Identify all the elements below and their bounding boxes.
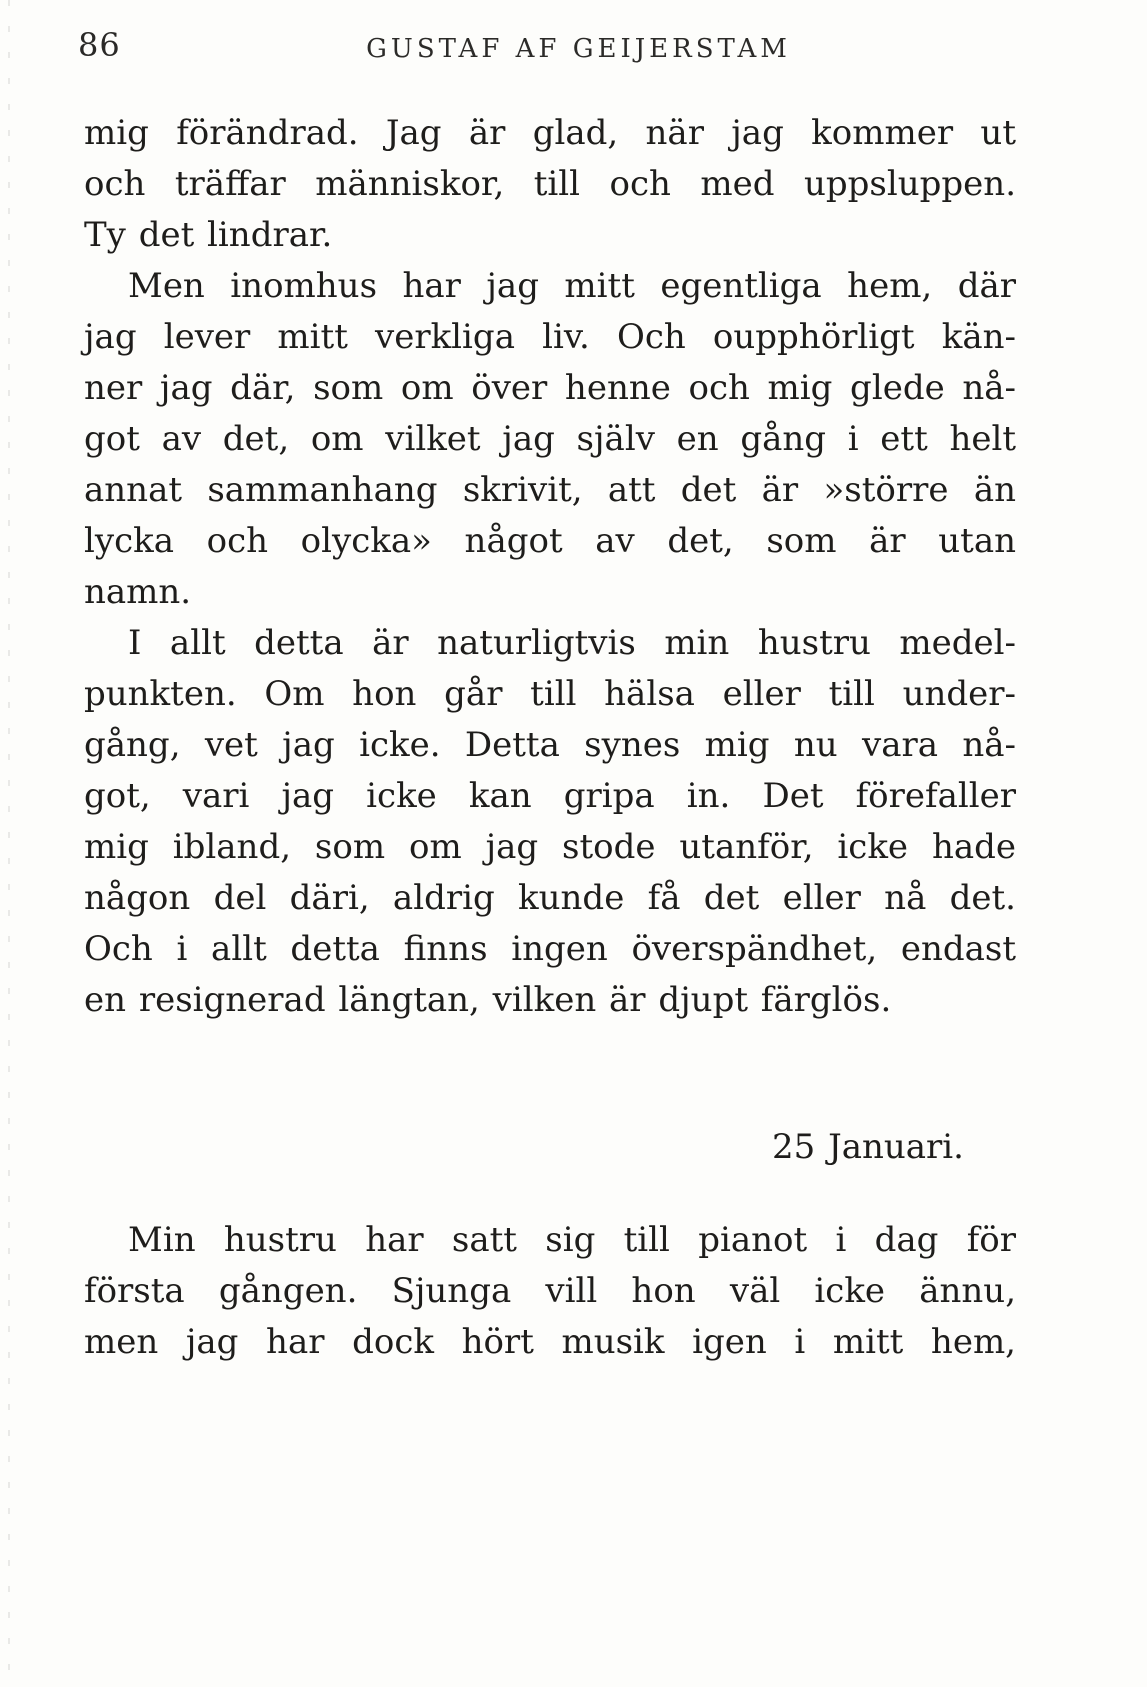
running-header [0, 0, 1147, 82]
text-line: någon del däri, aldrig kunde få det eller nå det. [84, 878, 1016, 918]
text-line: punkten. Om hon går till hälsa eller till under- [84, 674, 1016, 714]
text-line: I allt detta är naturligtvis min hustru medel- [128, 623, 1016, 663]
paragraph [84, 261, 1016, 618]
text-block [84, 108, 1016, 1368]
text-line: gång, vet jag icke. Detta synes mig nu vara nå- [84, 725, 1016, 765]
text-line: jag lever mitt verkliga liv. Och oupphörligt kän- [84, 317, 1016, 357]
text-line: got, vari jag icke kan gripa in. Det förefaller [84, 776, 1016, 816]
running-header-title: GUSTAF AF GEIJERSTAM [366, 34, 791, 64]
text-line: lycka och olycka» något av det, som är utan [84, 521, 1016, 561]
paragraph [84, 108, 1016, 261]
text-line: annat sammanhang skrivit, att det är »större än [84, 470, 1016, 510]
scan-edge-artifact [8, 0, 10, 1687]
text-line: Ty det lindrar. [84, 215, 333, 255]
text-line: Min hustru har satt sig till pianot i dag för [128, 1220, 1016, 1260]
text-line: namn. [84, 572, 192, 612]
text-line: och träffar människor, till och med uppsluppen. [84, 164, 1016, 204]
paragraph [84, 1215, 1016, 1368]
text-line: got av det, om vilket jag själv en gång i ett helt [84, 419, 1016, 459]
text-line: första gången. Sjunga vill hon väl icke ännu, [84, 1271, 1016, 1311]
text-line: mig ibland, som om jag stode utanför, icke hade [84, 827, 1016, 867]
text-line: ner jag där, som om över henne och mig glede nå- [84, 368, 1016, 408]
date-heading: 25 Januari. [772, 1127, 964, 1167]
text-line: mig förändrad. Jag är glad, när jag kommer ut [84, 113, 1016, 153]
text-line: Och i allt detta finns ingen överspändhet, endast [84, 929, 1016, 969]
page-number: 86 [78, 26, 121, 64]
paragraph [84, 618, 1016, 1026]
text-line: men jag har dock hört musik igen i mitt hem, [84, 1322, 1016, 1362]
text-line: en resignerad längtan, vilken är djupt färglös. [84, 980, 892, 1020]
text-line: Men inomhus har jag mitt egentliga hem, där [128, 266, 1016, 306]
